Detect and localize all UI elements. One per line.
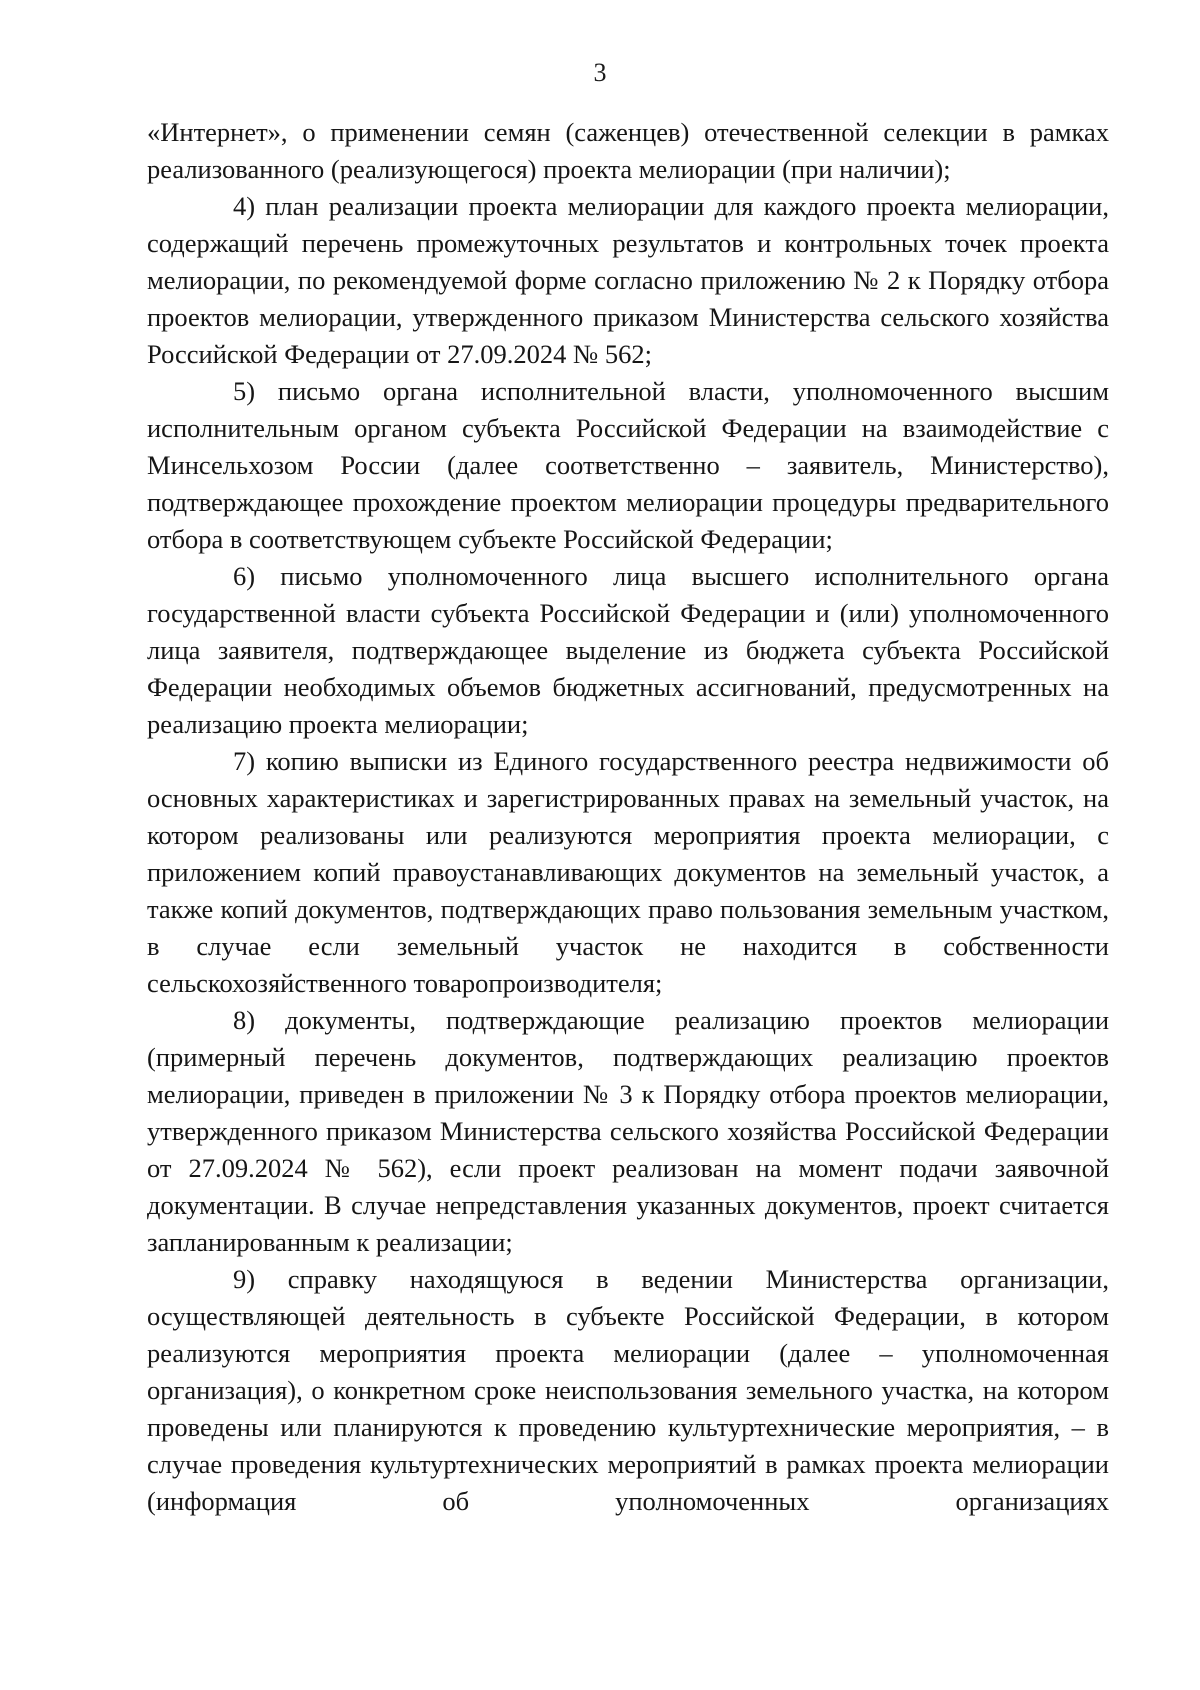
paragraph-item-6: 6) письмо уполномоченного лица высшего исполнительного органа государственной власти субъекта Российской Федерации и (или) уполномоченного лица заявителя, подтверждающее выделение из бюджета субъекта Российской Федерации необходимых объемов бюджетных ассигнований, предусмотренных на реализацию проекта мелиорации; <box>147 561 1109 739</box>
paragraph-item-9: 9) справку находящуюся в ведении Министерства организации, осуществляющей деятельность в субъекте Российской Федерации, в котором реализуются мероприятия проекта мелиорации (далее – уполномоченная организация), о конкретном сроке неиспользования земельного участка, на котором проведены или планируются к проведению культуртехнические мероприятия, – в случае проведения культуртехнических мероприятий в рамках проекта мелиорации (информация об уполномоченных организациях <box>147 1264 1109 1516</box>
paragraph-item-4: 4) план реализации проекта мелиорации для каждого проекта мелиорации, содержащий перечень промежуточных результатов и контрольных точек проекта мелиорации, по рекомендуемой форме согласно приложению № 2 к Порядку отбора проектов мелиорации, утвержденного приказом Министерства сельского хозяйства Российской Федерации от 27.09.2024 № 562; <box>147 191 1109 369</box>
paragraph-item-5: 5) письмо органа исполнительной власти, уполномоченного высшим исполнительным органом субъекта Российской Федерации на взаимодействие с Минсельхозом России (далее соответственно – заявитель, Министерство), подтверждающее прохождение проектом мелиорации процедуры предварительного отбора в соответствующем субъекте Российской Федерации; <box>147 376 1109 554</box>
paragraph-continuation: «Интернет», о применении семян (саженцев) отечественной селекции в рамках реализованного (реализующегося) проекта мелиорации (при наличии); <box>147 117 1109 184</box>
page-number: 3 <box>593 58 607 87</box>
paragraph-item-7: 7) копию выписки из Единого государственного реестра недвижимости об основных характеристиках и зарегистрированных правах на земельный участок, на котором реализованы или реализуются мероприятия проекта мелиорации, с приложением копий правоустанавливающих документов на земельный участок, а также копий документов, подтверждающих право пользования земельным участком, в случае если земельный участок не находится в собственности сельскохозяйственного товаропроизводителя; <box>147 746 1109 998</box>
paragraph-item-8: 8) документы, подтверждающие реализацию проектов мелиорации (примерный перечень документов, подтверждающих реализацию проектов мелиорации, приведен в приложении № 3 к Порядку отбора проектов мелиорации, утвержденного приказом Министерства сельского хозяйства Российской Федерации от 27.09.2024 № 562), если проект реализован на момент подачи заявочной документации. В случае непредставления указанных документов, проект считается запланированным к реализации; <box>147 1005 1109 1257</box>
document-body <box>147 114 1109 1520</box>
